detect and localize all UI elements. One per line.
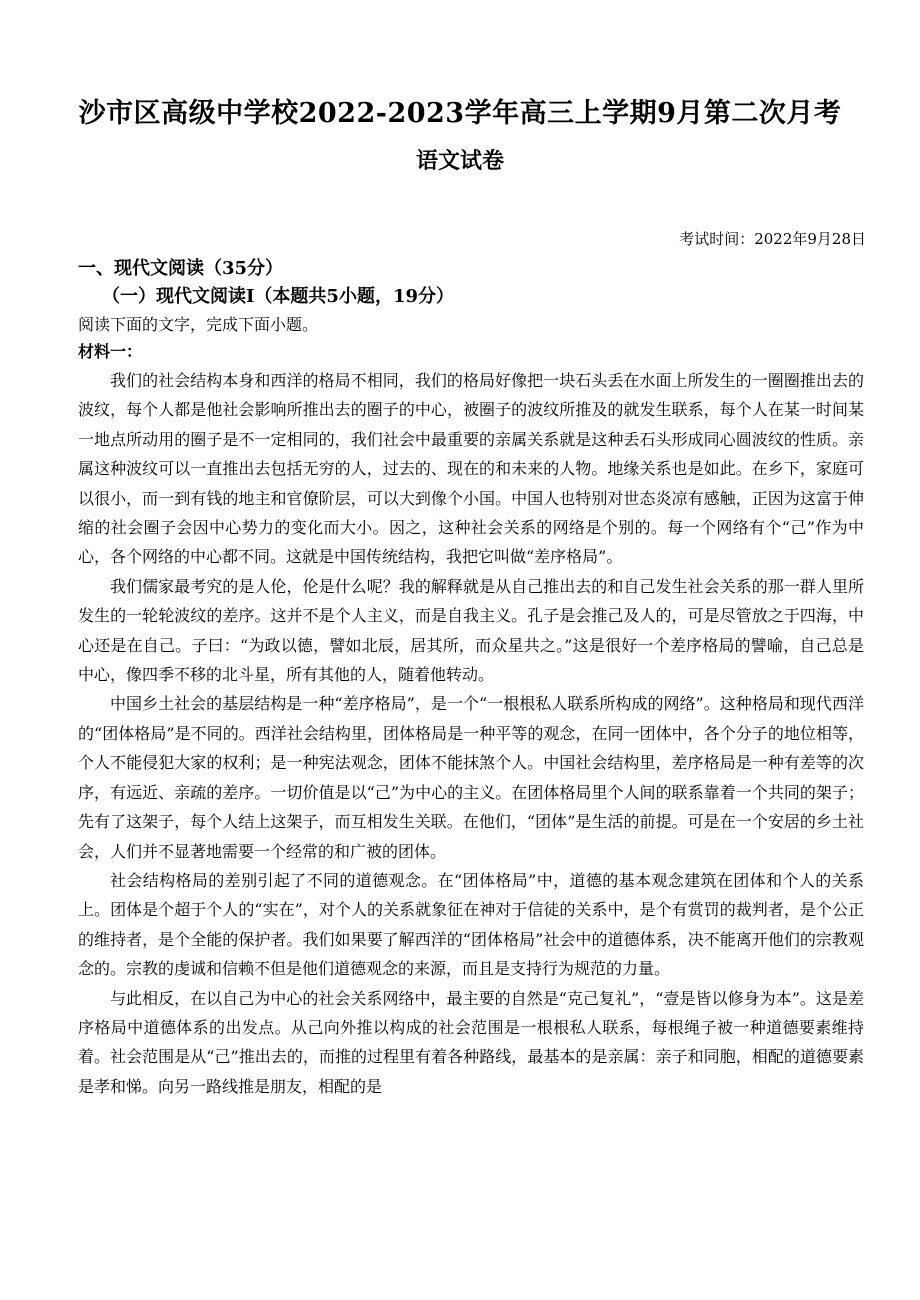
paragraph: 我们儒家最考究的是人伦，伦是什么呢？我的解释就是从自己推出去的和自己发生社会关系的那一群人里所发生的一轮轮波纹的差序。这并不是个人主义，而是自我主义。孔子是会推己及人的，可是尽管放之于四海，中心还是在自己。子曰：“为政以德，譬如北辰，居其所，而众星共之。”这是很好一个差序格局的譬喻，自己总是中心，像四季不移的北斗星，所有其他的人，随着他转动。 bbox=[78, 576, 864, 685]
paragraph: 社会结构格局的差别引起了不同的道德观念。在“团体格局”中，道德的基本观念建筑在团体和个人的关系上。团体是个超于个人的“实在”，对个人的关系就象征在神对于信徒的关系中，是个有赏罚的裁判者，是个公正的维持者，是个全能的保护者。我们如果要了解西洋的“团体格局”社会中的道德体系，决不能离开他们的宗教观念的。宗教的虔诚和信赖不但是他们道德观念的来源，而且是支持行为规范的力量。 bbox=[78, 870, 864, 979]
section-heading: 一、现代文阅读（35分） bbox=[78, 258, 284, 279]
material-label: 材料一： bbox=[78, 342, 143, 361]
paragraph: 与此相反，在以自己为中心的社会关系网络中，最主要的自然是“克己复礼”，“壹是皆以修身为本”。这是差序格局中道德体系的出发点。从己向外推以构成的社会范围是一根根私人联系，每根绳子被一种道德要素维持着。社会范围是从“己”推出去的，而推的过程里有着各种路线，最基本的是亲属：亲子和同胞，相配的道德要素是孝和悌。向另一路线推是朋友，相配的是 bbox=[78, 988, 864, 1096]
material-text bbox=[78, 366, 864, 1101]
exam-time: 考试时间：2022年9月28日 bbox=[679, 230, 866, 248]
exam-subtitle: 语文试卷 bbox=[415, 148, 504, 174]
paragraph: 我们的社会结构本身和西洋的格局不相同，我们的格局好像把一块石头丢在水面上所发生的一圈圈推出去的波纹，每个人都是他社会影响所推出去的圈子的中心，被圈子的波纹所推及的就发生联系，每个人在某一时间某一地点所动用的圈子是不一定相同的，我们社会中最重要的亲属关系就是这种丢石头形成同心圆波纹的性质。亲属这种波纹可以一直推出去包括无穷的人，过去的、现在的和未来的人物。地缘关系也是如此。在乡下，家庭可以很小，而一到有钱的地主和官僚阶层，可以大到像个小国。中国人也特别对世态炎凉有感触，正因为这富于伸缩的社会圈子会因中心势力的变化而大小。因之，这种社会关系的网络是个别的。每一个网络有个“己”作为中心，各个网络的中心都不同。这就是中国传统结构，我把它叫做“差序格局”。 bbox=[78, 371, 864, 567]
paragraph: 中国乡土社会的基层结构是一种“差序格局”，是一个“一根根私人联系所构成的网络”。这种格局和现代西洋的“团体格局”是不同的。西洋社会结构里，团体格局是一种平等的观念，在同一团体中，各个分子的地位相等，个人不能侵犯大家的权利；是一种宪法观念，团体不能抹煞个人。中国社会结构里，差序格局是一种有差等的次序，有远近、亲疏的差序。一切价值是以“己”为中心的主义。在团体格局里个人间的联系靠着一个共同的架子；先有了这架子，每个人结上这架子，而互相发生关联。在他们，“团体”是生活的前提。可是在一个安居的乡土社会，人们并不显著地需要一个经常的和广被的团体。 bbox=[78, 694, 864, 861]
exam-title: 沙市区高级中学校2022-2023学年高三上学期9月第二次月考 bbox=[78, 98, 842, 129]
subsection-heading: （一）现代文阅读I（本题共5小题，19分） bbox=[102, 286, 454, 307]
reading-instruction: 阅读下面的文字，完成下面小题。 bbox=[78, 315, 319, 334]
